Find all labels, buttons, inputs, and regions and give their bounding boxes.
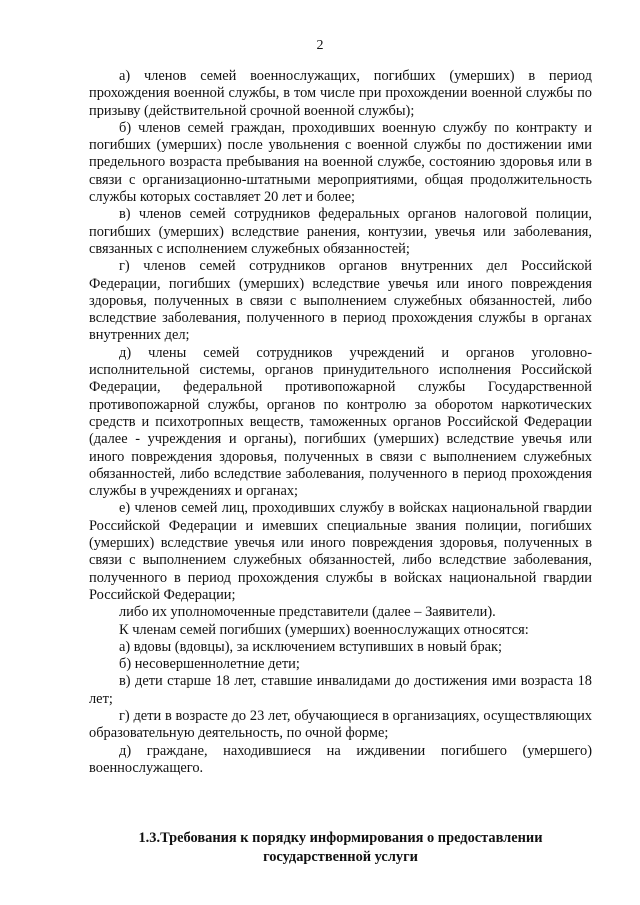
section-heading-line-1: 1.3.Требования к порядку информирования о предоставлении [138,830,543,846]
paragraph-g-internal-affairs-families: г) членов семей сотрудников органов внутренних дел Российской Федерации, погибших (умерших) вследствие увечья или иного повреждения здоровья, полученных в связи с выполнением служебных обязанностей, либо вследствие заболевания, полученного в период прохождения службы в органах внутренних дел; [89,258,592,344]
page-number: 2 [316,38,324,53]
paragraph-v-tax-police-families: в) членов семей сотрудников федеральных органов налоговой полиции, погибших (умерших) вследствие ранения, контузии, увечья или заболевания, связанных с исполнением служебных обязанностей; [89,206,592,257]
paragraph-representatives: либо их уполномоченные представители (далее – Заявители). [119,604,496,621]
section-heading-line-2: государственной услуги [263,849,418,865]
list-item-dependents: д) граждане, находившиеся на иждивении погибшего (умершего) военнослужащего. [89,742,592,776]
paragraph-b-contract-service-families: б) членов семей граждан, проходивших военную службу по контракту и погибших (умерших) после увольнения с военной службы по достижении ими предельного возраста пребывания на военной службе, состоянию здоровья или в связи с организационно-штатными мероприятиями, общая продолжительность службы которых составляет 20 лет и более; [89,119,592,206]
list-item-minor-children: б) несовершеннолетние дети; [119,656,300,673]
section-heading [89,829,592,867]
paragraph-e-national-guard-families: е) членов семей лиц, проходивших службу в войсках национальной гвардии Российской Федерации и имевших специальные звания полиции, погибших (умерших) вследствие увечья или иного повреждения здоровья, полученных в связи с выполнением служебных обязанностей, либо вследствие заболевания, полученного в период прохождения службы в войсках национальной гвардии Российской Федерации; [89,500,592,603]
paragraph-family-members-intro: К членам семей погибших (умерших) военнослужащих относятся: [119,621,529,638]
paragraph-d-penitentiary-families: д) члены семей сотрудников учреждений и органов уголовно-исполнительной системы, органов принудительного исполнения Российской Федерации, федеральной противопожарной службы Государственной противопожарной службы, органов по контролю за оборотом наркотических средств и психотропных веществ, таможенных органов Российской Федерации (далее - учреждения и органы), погибших (умерших) вследствие увечья или иного повреждения здоровья, полученных в связи с выполнением служебных обязанностей, либо вследствие заболевания, полученного в период прохождения службы в учреждениях и органах; [89,344,592,500]
list-item-disabled-children: в) дети старше 18 лет, ставшие инвалидами до достижения ими возраста 18 лет; [89,673,592,707]
document-body [89,68,592,777]
paragraph-a-military-families: а) членов семей военнослужащих, погибших (умерших) в период прохождения военной службы, в том числе при прохождении военной службы по призыву (действительной срочной военной службы); [89,68,592,119]
list-item-student-children: г) дети в возрасте до 23 лет, обучающиеся в организациях, осуществляющих образовательную деятельность, по очной форме; [89,707,592,742]
list-item-widows: а) вдовы (вдовцы), за исключением вступивших в новый брак; [119,638,503,655]
